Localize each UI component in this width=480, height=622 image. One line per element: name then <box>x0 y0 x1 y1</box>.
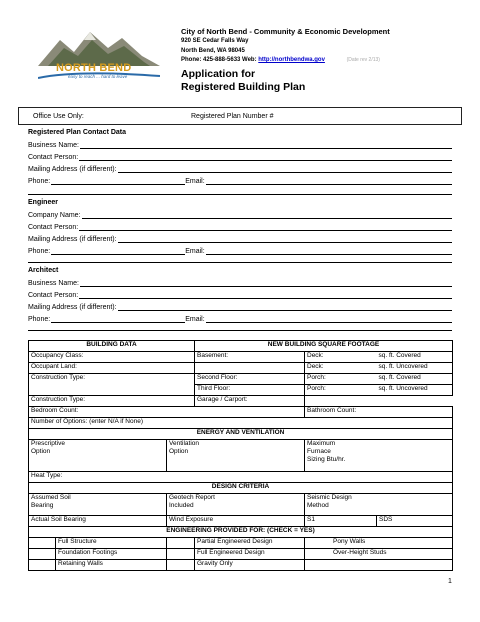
divider <box>28 194 452 195</box>
logo-tagline: easy to reach ... hard to leave <box>68 74 128 79</box>
architect-email-field[interactable] <box>206 316 452 323</box>
phone-text: Phone: 425-888-5633 Web: <box>181 57 259 63</box>
engineer-contact-label: Contact Person: <box>28 224 79 231</box>
geotech-label-2: Included <box>169 502 194 509</box>
contact-person-row <box>28 151 452 161</box>
building-data-table <box>28 340 453 571</box>
engineer-phone-row <box>28 245 452 255</box>
engineer-contact-row <box>28 221 452 231</box>
sds-cell[interactable]: SDS <box>377 516 453 527</box>
actual-soil-cell[interactable]: Actual Soil Bearing <box>29 516 167 527</box>
engineer-contact-field[interactable] <box>79 224 452 231</box>
divider <box>28 262 452 263</box>
engineer-email-label: Email: <box>185 248 205 255</box>
heat-type-cell[interactable]: Heat Type: <box>29 472 453 483</box>
second-floor-cell[interactable]: Second Floor: <box>195 374 305 385</box>
assumed-soil-cell[interactable] <box>29 494 167 516</box>
construction-type-cell[interactable]: Construction Type: <box>29 396 195 407</box>
logo-name: NORTH BEND <box>56 62 132 74</box>
assumed-soil-label-2: Bearing <box>31 502 54 509</box>
architect-business-row <box>28 277 452 287</box>
gravity-checkbox[interactable] <box>167 560 195 571</box>
foundation-label: Foundation Footings <box>56 549 167 560</box>
org-name: City of North Bend - Community & Economic Development <box>181 27 390 36</box>
plan-number-label: Registered Plan Number # <box>191 112 274 120</box>
furnace-label-1: Maximum <box>307 440 336 447</box>
empty-cell <box>305 396 453 407</box>
engineer-mailing-row <box>28 233 452 243</box>
architect-contact-label: Contact Person: <box>28 292 79 299</box>
architect-phone-row <box>28 313 452 323</box>
partial-eng-checkbox[interactable] <box>167 538 195 549</box>
empty-cell[interactable] <box>29 385 195 396</box>
deck-cell[interactable]: Deck: <box>305 352 377 363</box>
assumed-soil-label-1: Assumed Soil <box>31 494 71 501</box>
pony-walls-label: Pony Walls <box>333 538 366 545</box>
full-structure-checkbox[interactable] <box>29 538 56 549</box>
ventilation-option-cell[interactable] <box>167 440 305 472</box>
business-name-label: Business Name: <box>28 142 79 149</box>
porch-cell[interactable]: Porch: <box>305 374 377 385</box>
energy-header: ENERGY AND VENTILATION <box>29 429 453 440</box>
pony-walls-cell[interactable] <box>305 538 453 549</box>
construction-type-cell[interactable]: Construction Type: <box>29 374 195 385</box>
prescriptive-label-1: Prescriptive <box>31 440 65 447</box>
architect-business-label: Business Name: <box>28 280 79 287</box>
seismic-label-1: Seismic Design <box>307 494 352 501</box>
empty-cell[interactable] <box>195 363 305 374</box>
deck-covered-unit: sq. ft. Covered <box>377 352 453 363</box>
engineering-header: ENGINEERING PROVIDED FOR: (CHECK = YES) <box>29 527 453 538</box>
engineer-email-field[interactable] <box>206 248 452 255</box>
engineer-company-row <box>28 209 452 219</box>
page-number: 1 <box>448 578 452 585</box>
over-height-label: Over-Height Studs <box>333 549 387 556</box>
architect-section-title: Architect <box>28 267 59 274</box>
engineer-section <box>28 199 452 255</box>
gravity-label: Gravity Only <box>195 560 305 571</box>
engineer-phone-field[interactable] <box>51 248 185 255</box>
retaining-label: Retaining Walls <box>56 560 167 571</box>
city-logo <box>38 26 160 86</box>
architect-contact-row <box>28 289 452 299</box>
engineer-phone-label: Phone: <box>28 248 51 255</box>
deck-cell[interactable]: Deck: <box>305 363 377 374</box>
contact-person-label: Contact Person: <box>28 154 79 161</box>
deck-uncovered-unit: sq. ft. Uncovered <box>377 363 453 374</box>
occupancy-class-cell[interactable]: Occupancy Class: <box>29 352 195 363</box>
full-eng-label: Full Engineered Design <box>195 549 305 560</box>
address-line-2: North Bend, WA 98045 <box>181 47 245 54</box>
geotech-label-1: Geotech Report <box>169 494 215 501</box>
options-cell[interactable]: Number of Options: (enter N/A if None) <box>29 418 453 429</box>
basement-cell[interactable]: Basement: <box>195 352 305 363</box>
empty-cell[interactable] <box>305 560 453 571</box>
office-use-label: Office Use Only: <box>33 112 84 120</box>
new-sqft-header: NEW BUILDING SQUARE FOOTAGE <box>195 341 453 352</box>
prescriptive-label-2: Option <box>31 448 51 455</box>
mailing-address-field[interactable] <box>118 166 452 173</box>
foundation-checkbox[interactable] <box>29 549 56 560</box>
form-title-line-2: Registered Building Plan <box>181 80 306 93</box>
email-label: Email: <box>185 178 205 185</box>
architect-email-label: Email: <box>185 316 205 323</box>
occupant-land-cell[interactable]: Occupant Land: <box>29 363 195 374</box>
architect-phone-field[interactable] <box>51 316 185 323</box>
contact-business-row <box>28 139 452 149</box>
form-title-line-1: Application for <box>181 67 256 80</box>
wind-exposure-cell[interactable]: Wind Exposure <box>167 516 305 527</box>
mailing-address-label: Mailing Address (if different): <box>28 166 117 173</box>
ventilation-label-1: Ventilation <box>169 440 199 447</box>
partial-eng-label: Partial Engineered Design <box>195 538 305 549</box>
over-height-cell[interactable] <box>305 549 453 560</box>
furnace-label-2: Furnace <box>307 448 331 455</box>
seismic-label-2: Method <box>307 502 329 509</box>
company-name-field[interactable] <box>82 212 452 219</box>
contact-line <box>181 56 471 66</box>
architect-mailing-label: Mailing Address (if different): <box>28 304 117 311</box>
contact-section <box>28 129 452 185</box>
architect-contact-field[interactable] <box>79 292 452 299</box>
engineer-mailing-field[interactable] <box>118 236 452 243</box>
architect-phone-label: Phone: <box>28 316 51 323</box>
porch-cell[interactable]: Porch: <box>305 385 377 396</box>
phone-label: Phone: <box>28 178 51 185</box>
retaining-checkbox[interactable] <box>29 560 56 571</box>
header-block <box>181 27 471 94</box>
s1-cell[interactable]: S1 <box>305 516 377 527</box>
business-name-field[interactable] <box>80 142 452 149</box>
web-link[interactable]: http://northbendwa.gov <box>258 57 325 63</box>
bedroom-count-cell[interactable]: Bedroom Count: <box>29 407 305 418</box>
contact-mailing-row <box>28 163 452 173</box>
engineer-mailing-label: Mailing Address (if different): <box>28 236 117 243</box>
max-furnace-cell[interactable] <box>305 440 453 472</box>
design-criteria-header: DESIGN CRITERIA <box>29 483 453 494</box>
contact-section-title: Registered Plan Contact Data <box>28 129 127 136</box>
architect-mailing-field[interactable] <box>118 304 452 311</box>
contact-phone-row <box>28 175 452 185</box>
geotech-report-cell[interactable] <box>167 494 305 516</box>
architect-section <box>28 267 452 323</box>
porch-uncovered-unit: sq. ft. Uncovered <box>377 385 453 396</box>
prescriptive-option-cell[interactable] <box>29 440 167 472</box>
phone-field[interactable] <box>51 178 185 185</box>
email-field[interactable] <box>206 178 452 185</box>
building-data-header: BUILDING DATA <box>29 341 195 352</box>
company-name-label: Company Name: <box>28 212 81 219</box>
furnace-label-3: Sizing Btu/hr. <box>307 456 346 463</box>
full-eng-checkbox[interactable] <box>167 549 195 560</box>
office-use-box <box>18 107 462 125</box>
architect-business-field[interactable] <box>80 280 452 287</box>
porch-covered-unit: sq. ft. Covered <box>377 374 453 385</box>
full-structure-label: Full Structure <box>56 538 167 549</box>
divider <box>28 330 452 331</box>
bathroom-count-cell[interactable]: Bathroom Count: <box>305 407 453 418</box>
revision-note: (Date rev 2/13) <box>346 57 380 63</box>
engineer-section-title: Engineer <box>28 199 58 206</box>
address-line-1: 920 SE Cedar Falls Way <box>181 38 249 44</box>
contact-person-field[interactable] <box>79 154 452 161</box>
architect-mailing-row <box>28 301 452 311</box>
ventilation-label-2: Option <box>169 448 189 455</box>
third-floor-cell[interactable]: Third Floor: <box>195 385 305 396</box>
garage-cell[interactable]: Garage / Carport: <box>195 396 305 407</box>
seismic-design-cell[interactable] <box>305 494 453 516</box>
